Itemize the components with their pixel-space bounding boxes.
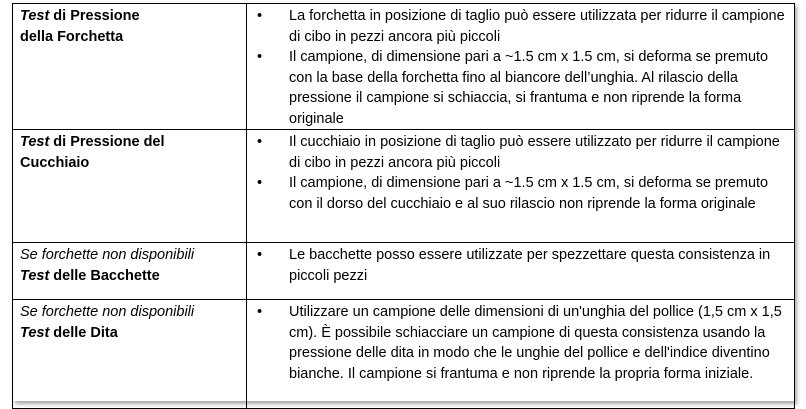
label-text: di Pressione — [49, 8, 140, 24]
description-cell — [247, 130, 795, 243]
label-text: Test — [20, 134, 50, 150]
label-line — [20, 323, 240, 344]
list-item — [255, 47, 786, 129]
label-line — [20, 266, 240, 287]
test-name-cell — [13, 300, 247, 409]
list-item — [255, 132, 786, 173]
bullet-marker: • — [257, 247, 263, 263]
bullet-marker: • — [257, 8, 263, 24]
test-table — [12, 3, 795, 409]
document-sheet — [12, 3, 794, 401]
label-text: delle Bacchette — [49, 267, 160, 284]
test-name-cell — [13, 130, 247, 243]
list-item — [255, 245, 786, 286]
list-item — [255, 173, 786, 214]
list-item-text: Il cucchiaio in posizione di taglio può essere utilizzato per ridurre il campione di cibo in pezzi ancora più piccoli — [289, 134, 780, 171]
list-item — [255, 6, 786, 47]
list-item-text: La forchetta in posizione di taglio può essere utilizzata per ridurre il campione di cibo in pezzi ancora più piccoli — [289, 8, 785, 45]
label-text: della Forchetta — [20, 28, 124, 45]
bullet-marker: • — [257, 304, 263, 320]
table-row-finger-test — [13, 300, 795, 409]
list-item-text: Il campione, di dimensione pari a ~1.5 cm x 1.5 cm, si deforma se premuto con la base della forchetta fino al biancore dell’unghia. Al rilascio della pressione il campione si schiaccia, si frantuma e non riprende la forma originale — [289, 49, 769, 127]
list-item — [255, 302, 786, 384]
table-row-chopsticks-test — [13, 243, 795, 300]
bullet-marker: • — [257, 175, 263, 191]
label-text: Test — [20, 267, 50, 284]
label-text: Cucchiaio — [20, 154, 90, 171]
description-cell — [247, 4, 795, 130]
bullet-marker: • — [257, 134, 263, 150]
test-name-cell — [13, 243, 247, 300]
label-line — [20, 153, 240, 174]
label-text: Se forchette non disponibili — [20, 304, 195, 320]
label-text: Test — [20, 8, 50, 24]
table-row-fork-pressure-test — [13, 4, 795, 130]
label-text: di Pressione del — [49, 134, 165, 150]
bullet-list — [255, 132, 786, 214]
label-text: delle Dita — [49, 324, 118, 341]
label-line — [20, 6, 240, 27]
bullet-list — [255, 245, 786, 286]
table-row-spoon-pressure-test — [13, 130, 795, 243]
list-item-text: Il campione, di dimensione pari a ~1.5 cm x 1.5 cm, si deforma se premuto con il dorso del cucchiaio e al suo rilascio non riprende la forma originale — [289, 175, 769, 212]
test-name-cell — [13, 4, 247, 130]
bullet-marker: • — [257, 49, 263, 65]
label-line — [20, 132, 240, 153]
list-item-text: Le bacchette posso essere utilizzate per spezzettare questa consistenza in piccoli pezzi — [289, 247, 771, 284]
description-cell — [247, 300, 795, 409]
label-text: Test — [20, 324, 50, 341]
label-text: Se forchette non disponibili — [20, 247, 195, 263]
description-cell — [247, 243, 795, 300]
bullet-list — [255, 302, 786, 384]
label-line — [20, 245, 240, 266]
label-line — [20, 27, 240, 48]
list-item-text: Utilizzare un campione delle dimensioni di un'unghia del pollice (1,5 cm x 1,5 cm). È possibile schiacciare un campione di questa consistenza usando la pressione delle dita in modo che le unghie del pollice e dell'indice diventino bianche. Il campione si frantuma e non riprende la propria forma iniziale. — [289, 304, 782, 382]
bullet-list — [255, 6, 786, 129]
label-line — [20, 302, 240, 323]
